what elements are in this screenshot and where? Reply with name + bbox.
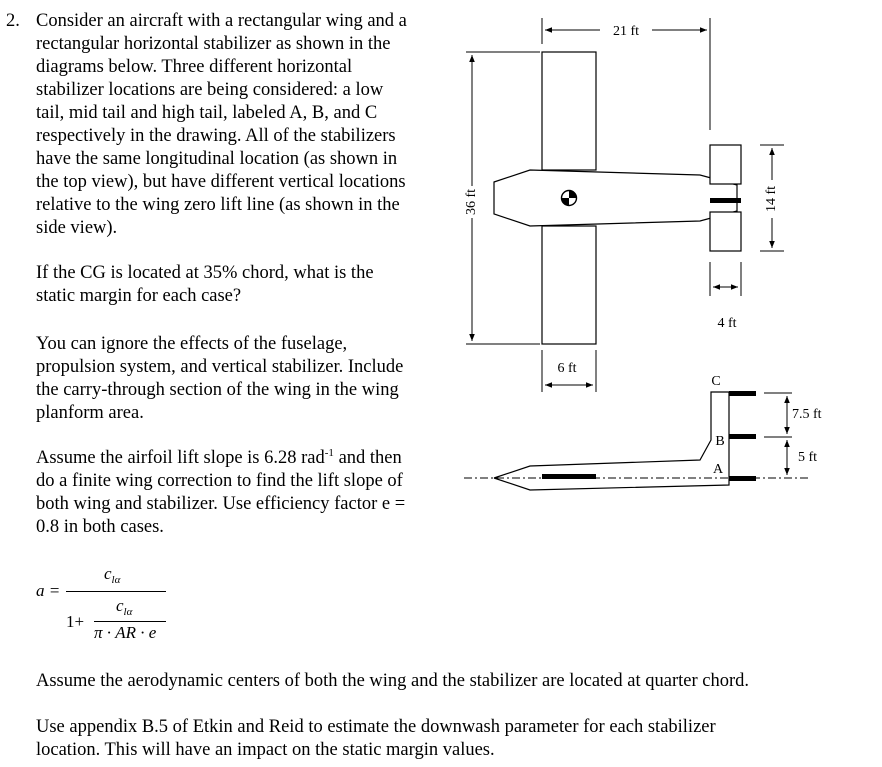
downwash-line: location. This will have an impact on the static margin values. (36, 740, 495, 760)
formula-inner-numerator-subscript: lα (123, 606, 133, 618)
assumption-line: planform area. (36, 403, 144, 423)
formula-inner-denominator: π · AR · e (94, 623, 157, 642)
lift-slope-line: do a finite wing correction to find the lift slope of (36, 471, 403, 491)
stabilizer-c-high (729, 391, 756, 396)
height-b-label: 5 ft (798, 450, 818, 465)
exponent: -1 (324, 447, 334, 459)
lift-slope-line: both wing and stabilizer. Use efficiency factor e = (36, 494, 406, 514)
label-c: C (711, 374, 721, 389)
formula-numerator-symbol: c (104, 564, 112, 583)
formula-numerator-subscript: lα (111, 574, 121, 586)
stabilizer-a-low (729, 476, 756, 481)
label-a: A (712, 462, 724, 477)
problem-number: 2. (6, 11, 20, 31)
lift-slope-line: 0.8 in both cases. (36, 517, 164, 537)
label-b: B (715, 434, 725, 449)
question-line: If the CG is located at 35% chord, what is the (36, 263, 374, 283)
intro-line: have the same longitudinal location (as shown in (36, 149, 398, 169)
intro-line: Consider an aircraft with a rectangular wing and a (36, 11, 407, 31)
intro-line: respectively in the drawing. All of the stabilizers (36, 126, 396, 146)
assumption-line: propulsion system, and vertical stabilizer. Include (36, 357, 404, 377)
height-dimensions (764, 393, 792, 475)
chord-label: 6 ft (557, 361, 577, 376)
tail-distance-label: 21 ft (612, 24, 640, 39)
wing-upper (542, 52, 596, 170)
stabilizer-lower (710, 212, 741, 251)
assumption-line: the carry-through section of the wing in the wing (36, 380, 399, 400)
intro-line: the top view), but have different vertical locations (36, 172, 406, 192)
intro-line: rectangular horizontal stabilizer as shown in the (36, 34, 391, 54)
stabilizer-b-mid (729, 434, 756, 439)
top-view (494, 52, 741, 344)
tail-chord-label: 4 ft (717, 316, 737, 331)
wing-side-section (542, 474, 596, 479)
fuselage-outline (494, 170, 737, 226)
formula-one-plus: 1+ (66, 612, 85, 631)
tail-chord-dimension (710, 262, 741, 296)
intro-line: diagrams below. Three different horizontal (36, 57, 353, 77)
formula-inner-numerator-symbol: c (116, 596, 124, 615)
downwash-line: Use appendix B.5 of Etkin and Reid to estimate the downwash parameter for each stabilizer (36, 717, 716, 737)
intro-line: relative to the wing zero lift line (as shown in the (36, 195, 400, 215)
stabilizer-midline (710, 198, 741, 203)
assumption-line: You can ignore the effects of the fuselage, (36, 334, 348, 354)
height-c-label: 7.5 ft (792, 407, 822, 422)
question-line: static margin for each case? (36, 286, 242, 306)
lift-slope-text-end: and then (333, 448, 402, 468)
tail-span-label: 14 ft (764, 185, 780, 213)
side-view (464, 391, 810, 490)
fuselage-side-outline (494, 392, 729, 490)
span-label: 36 ft (464, 188, 480, 216)
intro-line: side view). (36, 218, 118, 238)
wing-lower (542, 226, 596, 344)
ac-paragraph: Assume the aerodynamic centers of both the wing and the stabilizer are located at quarter chord. (36, 671, 749, 691)
cg-symbol-icon (562, 191, 577, 206)
intro-line: stabilizer locations are being considered: a low (36, 80, 384, 100)
lift-slope-text: Assume the airfoil lift slope is 6.28 rad (36, 448, 325, 468)
formula-lhs: a = (36, 581, 61, 600)
stabilizer-upper (710, 145, 741, 184)
intro-line: tail, mid tail and high tail, labeled A, B, and C (36, 103, 378, 123)
